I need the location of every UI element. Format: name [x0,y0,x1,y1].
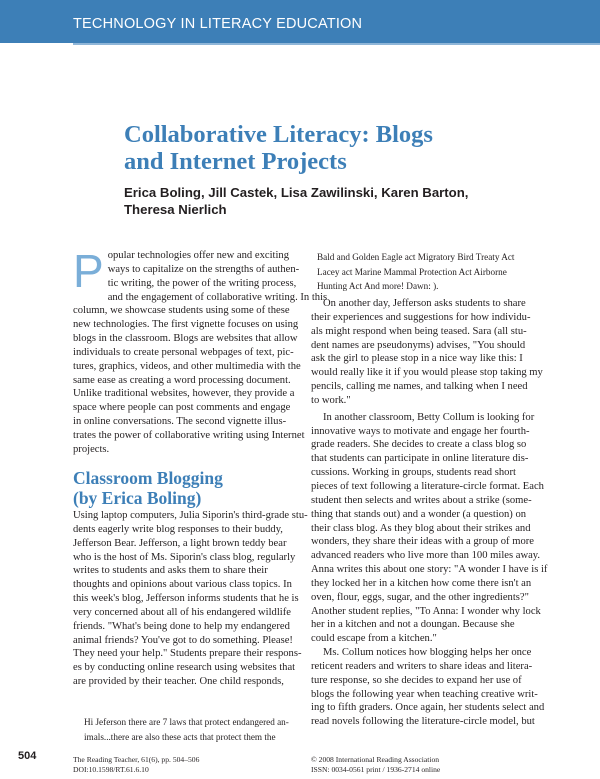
text-line: reticent readers and writers to share ideas and litera- [311,660,533,672]
text-line: blogs the following year when teaching creative writ- [311,688,538,700]
text-line: to work." [311,394,351,406]
text-line: friends. "What's being done to help my endangered [73,620,290,632]
right-column [311,297,548,729]
text-line: very concerned about all of his endangered wildlife [73,606,291,618]
text-line: thoughts and opinions about various class topics. In [73,579,292,591]
title-line: Collaborative Literacy: Blogs [124,121,433,148]
text-line: this week's blog, Jefferson informs students that he is [73,593,299,605]
quote-line: Bald and Golden Eagle act Migratory Bird Treaty Act [317,252,515,262]
student-quote-start [84,715,296,744]
text-line: tures, graphics, videos, and other multimedia with the [73,360,301,372]
column-kicker: TECHNOLOGY IN LITERACY EDUCATION [73,16,363,32]
text-line: student then selects and writes about a strike (some- [311,494,532,506]
text-line: same ease as creating a word processing document. [73,374,291,386]
text-line: individuals to create personal webpages of text, pic- [73,346,294,358]
text-line: and the engagement of collaborative writing. In this [107,291,328,303]
text-line: Another student replies, "To Anna: I wonder why lock [311,605,541,617]
issn-line: ISSN: 0034-0561 print / 1936-2714 online [311,765,441,774]
quote-line: Hunting Act And more! Dawn: ). [317,281,439,291]
text-line: that students can participate in online literature dis- [311,453,529,465]
text-line: their class blog. As they blog about their strikes and [311,522,531,534]
text-line: oven, flour, eggs, sugar, and the other ingredients?" [311,591,529,603]
text-line: opular technologies offer new and exciting [107,250,289,261]
text-line: Unlike traditional websites, however, they provide a [73,388,295,400]
header-bar [0,0,600,43]
page-number: 504 [18,750,37,762]
section-heading [73,469,303,508]
quote-line: imals...there are also these acts that protect them the [84,731,276,742]
text-line: pieces of text following a literature-circle format. Each [311,480,544,492]
text-line: pencils, calling me names, and talking when I need [311,381,528,393]
text-line: als might respond when being teased. Sara (all stu- [311,325,527,337]
text-line: They need your help." Students prepare their respons- [73,648,302,660]
text-line: grade readers. She decides to create a class blog so [311,439,527,451]
text-line: cussions. Working in groups, students read short [311,467,516,479]
text-line: Anna writes this about one story: "A wonder I have is if [311,564,548,576]
citation-line: The Reading Teacher, 61(6), pp. 504–506 [73,755,200,764]
text-line: they locked her in a kitchen how come there isn't an [311,577,532,589]
text-line: would really like it if you would please stop taking my [311,367,543,379]
citation [73,755,199,775]
doi-line: DOI:10.1598/RT.61.6.10 [73,765,149,774]
text-line: could escape from a kitchen." [311,633,437,645]
text-line: column, we showcase students using some of these [73,305,290,317]
text-line: wonders, they share their ideas with a group of more [311,536,534,548]
text-line: read novels following the literature-circle model, but [311,716,535,728]
text-line: ask the girl to please stop in a nice way like this: I [311,353,523,365]
text-line: her in a kitchen and not a doungan. Because she [311,619,515,631]
text-line: ways to capitalize on the strengths of authen- [107,263,300,275]
text-line: projects. [73,443,110,455]
intro-paragraph [73,245,328,457]
text-line: space where people can post comments and engage [73,402,291,414]
author-line: Theresa Nierlich [124,202,227,217]
quote-line: Hi Jeferson there are 7 laws that protect endangered an- [84,717,289,727]
text-line: animal friends? You've got to do something. Please! [73,634,293,646]
heading-line: Classroom Blogging [73,468,223,488]
text-line: dents eagerly write blog responses to their buddy, [73,523,283,535]
text-line: In another classroom, Betty Collum is looking for [323,411,535,423]
text-line: es by conducting online research using websites that [73,662,296,674]
author-line: Erica Boling, Jill Castek, Lisa Zawilinski, Karen Barton, [124,185,469,200]
text-line: advanced readers who live more than 100 miles away. [311,550,541,562]
text-line: innovative ways to motivate and engage her fourth- [311,425,530,437]
teasing-paragraph [311,297,543,408]
text-line: Jefferson Bear. Jefferson, a light brown teddy bear [73,537,287,549]
expansion-paragraph [311,646,545,729]
copyright-line: © 2008 International Reading Association [311,755,440,764]
blogging-paragraph [73,509,308,689]
header-rule [73,43,600,45]
text-line: dent names are pseudonyms) advises, "You should [311,339,526,351]
text-line: who is the host of Ms. Siporin's class blog, regularly [73,551,296,563]
student-quote-end [317,250,532,294]
text-line: thing that stands out) and a wonder (a question) on [311,508,527,520]
text-line: On another day, Jefferson asks students to share [323,298,526,309]
text-line: trates the power of collaborative writing using Internet [73,429,305,441]
text-line: their experiences and suggestions for how individu- [311,311,531,323]
text-line: ture response, so she decides to expand her use of [311,674,522,686]
text-line: Using laptop computers, Julia Siporin's third-grade stu- [73,510,308,521]
article-title [124,121,544,175]
quote-line: Lacey act Marine Mammal Protection Act Airborne [317,266,507,277]
copyright [311,755,440,775]
text-line: new technologies. The first vignette focuses on using [73,319,299,331]
collum-paragraph [311,411,548,646]
heading-line: (by Erica Boling) [73,487,202,508]
text-line: Ms. Collum notices how blogging helps her once [323,647,532,659]
text-line: tic writing, the power of the writing process, [107,277,297,289]
text-line: in online conversations. The second vignette illus- [73,416,287,428]
text-line: ing to fifth graders. Once again, her students select and [311,702,545,714]
author-list [124,184,544,218]
title-line: and Internet Projects [124,148,347,175]
text-line: are provided by their teacher. One child responds, [73,676,284,688]
dropcap-letter: P [73,245,104,297]
text-line: writes to students and asks them to share their [73,565,268,577]
text-line: blogs in the classroom. Blogs are websites that allow [73,333,298,345]
